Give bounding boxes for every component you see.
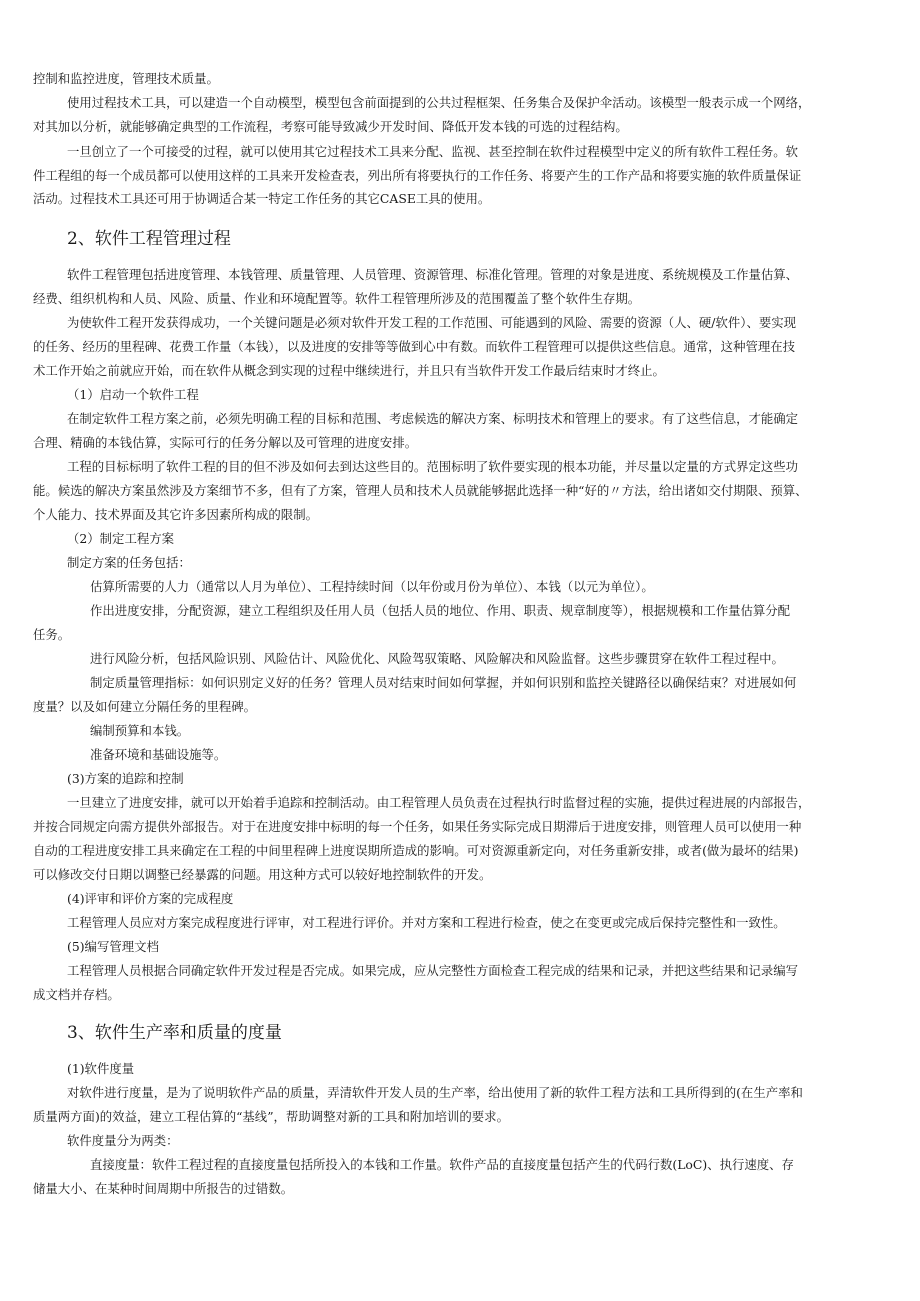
text-line: 制定质量管理指标：如何识别定义好的任务？管理人员对结束时间如何掌握，并如何识别和监控关键路径以确保结束？对进展如何 [90,675,797,690]
text-line: 准备环境和基础设施等。 [90,747,227,762]
text-line: 的任务、经历的里程碑、花费工作量（本钱），以及进度的安排等等做到心中有数。而软件工程管理可以提供这些信息。通常，这种管理在技 [33,339,796,354]
text-line: 自动的工程进度安排工具来确定在工程的中间里程碑上进度误期所造成的影响。可对资源重新定向，对任务重新安排，或者(做为最坏的结果) [33,843,799,858]
subsection-title: （2）制定工程方案 [67,531,175,546]
text-line: 质量两方面)的效益，建立工程估算的“基线”，帮助调整对新的工具和附加培训的要求。 [33,1109,509,1124]
text-line: 直接度量：软件工程过程的直接度量包括所投入的本钱和工作量。软件产品的直接度量包括产生的代码行数(LoC)、执行速度、存 [90,1157,794,1172]
text-line: 编制预算和本钱。 [90,723,190,738]
text-line: 任务。 [33,627,71,642]
text-line: 经费、组织机构和人员、风险、质量、作业和环境配置等。软件工程管理所涉及的范围覆盖了整个软件生存期。 [33,291,641,306]
text-line: 进行风险分析，包括风险识别、风险估计、风险优化、风险驾驭策略、风险解决和风险监督。这些步骤贯穿在软件工程过程中。 [90,651,784,666]
text-line: 个人能力、技术界面及其它许多因素所构成的限制。 [33,507,318,522]
text-line: 软件工程管理包括进度管理、本钱管理、质量管理、人员管理、资源管理、标准化管理。管理的对象是进度、系统规模及工作量估算、 [67,267,799,282]
text-line: 为使软件工程开发获得成功，一个关键问题是必须对软件开发工程的工作范围、可能遇到的风险、需要的资源（人、硬/软件）、要实现 [67,315,797,330]
subsection-title: (4)评审和评价方案的完成程度 [67,891,234,906]
text-line: 术工作开始之前就应开始，而在软件从概念到实现的过程中继续进行，并且只有当软件开发工作最后结束时才终止。 [33,363,665,378]
section-heading: 3、软件生产率和质量的度量 [67,1023,282,1043]
text-line: 控制和监控进度，管理技术质量。 [33,71,219,86]
text-line: 工程的目标标明了软件工程的目的但不涉及如何去到达这些目的。范围标明了软件要实现的根本功能，并尽量以定量的方式界定这些功 [67,459,799,474]
text-line: 在制定软件工程方案之前，必须先明确工程的目标和范围、考虑候选的解决方案、标明技术和管理上的要求。有了这些信息，才能确定 [67,411,799,426]
subsection-title: (1)软件度量 [67,1061,135,1076]
text-line: 工程管理人员根据合同确定软件开发过程是否完成。如果完成，应从完整性方面检查工程完成的结果和记录，并把这些结果和记录编写 [67,963,799,978]
text-line: 作出进度安排，分配资源，建立工程组织及任用人员（包括人员的地位、作用、职责、规章制度等），根据规模和工作量估算分配 [90,603,791,618]
text-line: 储量大小、在某种时间周期中所报告的过错数。 [33,1181,294,1196]
text-line: 工程管理人员应对方案完成程度进行评审，对工程进行评价。并对方案和工程进行检查，使之在变更或完成后保持完整性和一致性。 [67,915,786,930]
text-line: 件工程组的每一个成员都可以使用这样的工具来开发检查表，列出所有将要执行的工作任务、将要产生的工作产品和将要实施的软件质量保证 [33,168,802,183]
text-line: 并按合同规定向需方提供外部报告。对于在进度安排中标明的每一个任务，如果任务实际完成日期滞后于进度安排，则管理人员可以使用一种 [33,819,802,834]
text-line: 一旦创立了一个可接受的过程，就可以使用其它过程技术工具来分配、监视、甚至控制在软件过程模型中定义的所有软件工程任务。软 [67,144,799,159]
text-line: 估算所需要的人力（通常以人月为单位）、工程持续时间（以年份或月份为单位）、本钱（以元为单位）。 [90,579,654,594]
subsection-title: (3)方案的追踪和控制 [67,771,184,786]
text-line: 成文档并存档。 [33,987,120,1002]
subsection-title: （1）启动一个软件工程 [67,387,199,402]
text-line: 合理、精确的本钱估算，实际可行的任务分解以及可管理的进度安排。 [33,435,418,450]
text-line: 能。候选的解决方案虽然涉及方案细节不多，但有了方案，管理人员和技术人员就能够据此选择一种“好的〃方法，给出诸如交付期限、预算、 [33,483,808,498]
subsection-title: (5)编写管理文档 [67,939,159,954]
text-line: 使用过程技术工具，可以建造一个自动模型，模型包含前面提到的公共过程框架、任务集合及保护伞活动。该模型一般表示成一个网络， [67,95,811,110]
text-line: 度量？以及如何建立分隔任务的里程碑。 [33,699,257,714]
text-line: 可以修改交付日期以调整已经暴露的问题。用这种方式可以较好地控制软件的开发。 [33,867,492,882]
text-line: 对软件进行度量，是为了说明软件产品的质量，弄清软件开发人员的生产率，给出使用了新的软件工程方法和工具所得到的(在生产率和 [67,1085,803,1100]
section-heading: 2、软件工程管理过程 [67,229,231,249]
text-line: 对其加以分析，就能够确定典型的工作流程，考察可能导致减少开发时间、降低开发本钱的可选的过程结构。 [33,119,628,134]
text-line: 制定方案的任务包括： [67,555,191,570]
text-line: 活动。过程技术工具还可用于协调适合某一特定工作任务的其它CASE工具的使用。 [33,191,491,206]
text-line: 软件度量分为两类： [67,1133,179,1148]
text-line: 一旦建立了进度安排，就可以开始着手追踪和控制活动。由工程管理人员负责在过程执行时监督过程的实施，提供过程进展的内部报告， [67,795,811,810]
